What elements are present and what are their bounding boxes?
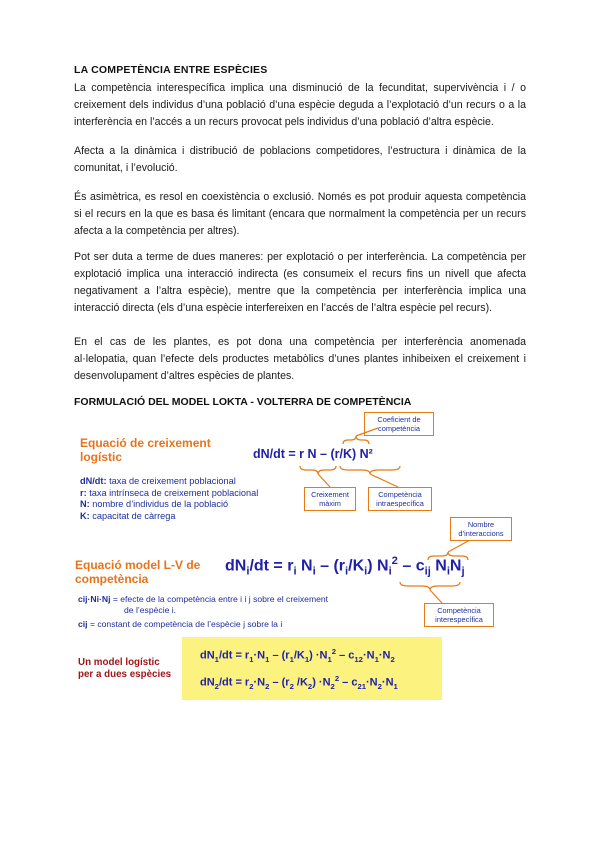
- lv-note-constant: [78, 619, 282, 630]
- connector-interactions: [448, 540, 470, 552]
- legend-desc: taxa intrínseca de creixement poblacional: [86, 487, 259, 498]
- connector-coef: [356, 428, 378, 436]
- lv-note-effect-line1: [78, 594, 328, 605]
- logistic-title-line2: logístic: [80, 450, 123, 464]
- callout-interactions: Nombre d’interaccions: [450, 517, 512, 541]
- logistic-equation: dN/dt = r N – (r/K) N²: [253, 447, 373, 461]
- paragraph-modes: Pot ser duta a terme de dues maneres: per explotació o per interferència. La competència per explotació implica una interacció indirecta (es consumeix el recurs fins un nivell que afecta negativament a l’altra espècie), mentre que la competència per interferència implica una interacció directa (els d’una espècie interfereixen en l’accés de l’altra espècie pel recurs).: [74, 251, 526, 314]
- lv-note-effect-line2: de l’espècie i.: [124, 605, 177, 615]
- legend-desc: taxa de creixement poblacional: [106, 476, 236, 486]
- legend-desc: nombre d’individus de la població: [89, 499, 229, 509]
- lv-note-effect-term: cij·Ni·Nj: [78, 594, 111, 604]
- lv-note-constant-term: cij: [78, 619, 88, 629]
- brace-coef: [343, 436, 369, 444]
- callout-intraspecific: Competència intraespecífica: [368, 487, 432, 511]
- connector-max: [318, 474, 330, 487]
- lv-title-line1: Equació model L-V de: [75, 558, 201, 572]
- two-species-label-line2: per a dues espècies: [78, 669, 172, 680]
- callout-interspecific: Competència interespecífica: [424, 603, 494, 627]
- lv-title-line2: competència: [75, 572, 149, 586]
- legend-term: K:: [80, 510, 90, 521]
- logistic-title-line1: Equació de creixement: [80, 436, 211, 450]
- two-species-label: [78, 657, 171, 681]
- lv-note-effect-desc: = efecte de la competència entre i i j sobre el creixement: [110, 594, 329, 604]
- two-species-equation-2: $dN_2/dt = r_2\cdot N_2 - (r_2$ $/K_2) \cdot N_2^2 - c_{21}\cdot N_2\cdot N_1$: [200, 674, 398, 691]
- paragraph-asymmetry: És asimètrica, es resol en coexistència o exclusió. Només es pot produir aquesta competència si el recurs en la que es basa és limitant (encara que normalment la competència per un recurs afecta a la competència per altres).: [74, 191, 526, 237]
- section-title-competencia: LA COMPETÈNCIA ENTRE ESPÈCIES: [74, 64, 268, 76]
- paragraph-allelopathy: En el cas de les plantes, es pot dona una competència per interferència anomenada al·lelopatia, quan l’efecte dels productes metabòlics d’unes plantes inhibeixen el creixement i desenvolupament d’altres espècies de plantes.: [74, 336, 526, 382]
- two-species-equation-1: $dN_1/dt = r_1\cdot N_1 - (r_1/K_1) \cdot N_1^2 - c_{12}\cdot N_1\cdot N_2$: [200, 647, 395, 664]
- legend-term: r:: [80, 487, 87, 498]
- connector-inter: [430, 590, 442, 603]
- legend-desc: capacitat de càrrega: [89, 510, 176, 521]
- brace-intra: [340, 466, 400, 474]
- lv-title: [75, 558, 200, 586]
- lv-equation: $dN_i/dt = r_i$ $N_i - (r_i/K_i)$ $N_i^2 - c_{ij}$ $N_iN_j$: [225, 555, 465, 578]
- brace-max: [300, 466, 336, 474]
- paragraph-effects: Afecta a la dinàmica i distribució de poblacions competidores, l’estructura i dinàmica de la comunitat, i l’evolució.: [74, 145, 526, 174]
- legend-term: N:: [80, 499, 90, 509]
- section-title-lotka-volterra: FORMULACIÓ DEL MODEL LOKTA - VOLTERRA DE COMPETÈNCIA: [74, 396, 412, 408]
- paragraph-definition: La competència interespecífica implica una disminució de la fecunditat, supervivència i / o creixement dels individus d’una població d’una espècie deguda a l’explotació d’un recurs o a la interferència en l’accés a un recurs provocat pels individus d’una població d’altra espècie.: [74, 82, 526, 128]
- brace-inter: [400, 582, 460, 590]
- lv-note-effect: [78, 594, 328, 616]
- legend-term: dN/dt:: [80, 476, 107, 486]
- lv-note-constant-desc: = constant de competència de l’espècie j sobre la i: [87, 619, 283, 629]
- callout-max-growth: Creixement màxim: [304, 487, 356, 511]
- two-species-label-line1: Un model logístic: [78, 657, 160, 668]
- callout-coefficient: Coeficient de competència: [364, 412, 434, 436]
- connector-intra: [370, 474, 398, 487]
